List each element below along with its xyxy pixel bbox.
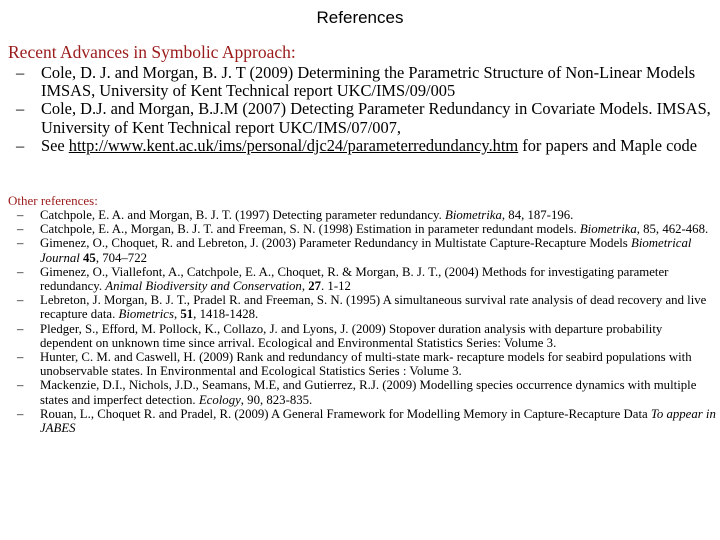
journal-name: Animal Biodiversity and Conservation	[105, 279, 302, 294]
journal-name: Ecology	[198, 392, 241, 407]
list-item: – Catchpole, E. A. and Morgan, B. J. T. (1997) Detecting parameter redundancy. Biometrika, 84, 187-196.	[17, 208, 574, 222]
parameter-redundancy-link[interactable]: http://www.kent.ac.uk/ims/personal/djc24/parameterredundancy.htm	[68, 135, 519, 155]
volume-number: 27	[308, 279, 322, 294]
reference-text: Gimenez, O., Choquet, R. and Lebreton, J. (2003) Parameter Redundancy in Multistate Capture-Recapture Models	[40, 236, 631, 251]
reference-text: Rouan, L., Choquet R. and Pradel, R. (2009) A General Framework for Modelling Memory in Capture-Recapture Data	[40, 406, 651, 421]
journal-name: Biometrika	[445, 208, 502, 222]
reference-text: Lebreton, J. Morgan, B. J. T., Pradel R. and Freeman, S. N. (1995) A simultaneous survival rate analysis of dead recovery and live recapture data.	[40, 293, 707, 322]
reference-text: Catchpole, E. A., Morgan, B. J. T. and Freeman, S. N. (1998) Estimation in parameter redundant models.	[40, 222, 580, 237]
list-item: – Hunter, C. M. and Caswell, H. (2009) Rank and redundancy of multi-state mark- recapture models for seabird populations with unobservable states. In Environmental and Ecological Statistics Series : Volume 3.	[17, 350, 692, 379]
reference-text: ,	[301, 279, 309, 294]
reference-text: Cole, D. J. and Morgan, B. J. T (2009) Determining the Parametric Structure of Non-Linear Models IMSAS, University of Kent Technical report UKC/IMS/09/005	[41, 63, 696, 101]
journal-name: Biometrika	[579, 222, 637, 237]
journal-name: Biometrical Journal	[40, 236, 692, 265]
reference-text: Mackenzie, D.I., Nichols, J.D., Seamans, M.E, and Gutierrez, R.J. (2009) Modelling species occurrence dynamics with multiple states and imperfect detection.	[40, 378, 697, 407]
list-item: – Lebreton, J. Morgan, B. J. T., Pradel R. and Freeman, S. N. (1995) A simultaneous survival rate analysis of dead recovery and live recapture data. Biometrics, 51, 1418-1428.	[17, 293, 707, 322]
reference-text: Gimenez, O., Viallefont, A., Catchpole, E. A., Choquet, R. & Morgan, B. J. T., (2004) Methods for investigating parameter redundancy.	[40, 264, 669, 294]
reference-text: . 1-12	[321, 279, 351, 294]
list-item: – Catchpole, E. A., Morgan, B. J. T. and Freeman, S. N. (1998) Estimation in parameter redundant models. Biometrika, 85, 462-468.	[17, 222, 709, 237]
reference-text: , 1418-1428.	[193, 307, 259, 322]
reference-text: , 90, 823-835.	[240, 392, 313, 407]
list-item: – Cole, D.J. and Morgan, B.J.M (2007) Detecting Parameter Redundancy in Covariate Models. IMSAS, University of Kent Technical report UKC/IMS/07/007,	[16, 99, 711, 137]
reference-text: , 704–722	[95, 250, 147, 265]
reference-text: ,	[173, 307, 181, 322]
reference-text: for papers and Maple code	[518, 135, 698, 155]
reference-text: Pledger, S., Efford, M. Pollock, K., Collazo, J. and Lyons, J. (2009) Stopover duration analysis with departure probability dependent on unknown time since arrival. Ecological and Environmental Statistics Series: Volume 3.	[40, 321, 663, 350]
reference-text: , 84, 187-196.	[501, 208, 574, 222]
list-item: – Rouan, L., Choquet R. and Pradel, R. (2009) A General Framework for Modelling Memory in Capture-Recapture Data To appear in JABES	[17, 406, 716, 436]
list-item: – See http://www.kent.ac.uk/ims/personal/djc24/parameterredundancy.htm for papers and Maple code	[16, 135, 698, 155]
list-item: – Gimenez, O., Choquet, R. and Lebreton, J. (2003) Parameter Redundancy in Multistate Capture-Recapture Models Biometrical Journal 45, 704–722	[17, 236, 692, 265]
volume-number: 51	[180, 307, 194, 322]
other-references-heading: Other references:	[8, 193, 98, 208]
list-item: – Gimenez, O., Viallefont, A., Catchpole, E. A., Choquet, R. & Morgan, B. J. T., (2004) Methods for investigating parameter redundancy. Animal Biodiversity and Conservation, 27. 1-12	[17, 264, 669, 294]
list-item: – Mackenzie, D.I., Nichols, J.D., Seamans, M.E, and Gutierrez, R.J. (2009) Modelling species occurrence dynamics with multiple states and imperfect detection. Ecology, 90, 823-835.	[17, 378, 697, 407]
other-references-list	[8, 208, 716, 435]
list-item: – Pledger, S., Efford, M. Pollock, K., Collazo, J. and Lyons, J. (2009) Stopover duration analysis with departure probability dependent on unknown time since arrival. Ecological and Environmental Statistics Series: Volume 3.	[17, 321, 663, 350]
reference-text: , 85, 462-468.	[636, 222, 709, 237]
page-title: References	[316, 8, 404, 27]
recent-advances-heading: Recent Advances in Symbolic Approach:	[8, 42, 296, 62]
reference-text: Catchpole, E. A. and Morgan, B. J. T. (1997) Detecting parameter redundancy.	[40, 208, 446, 222]
journal-name: Biometrics	[118, 307, 174, 322]
volume-number: 45	[83, 250, 96, 265]
list-item: – Cole, D. J. and Morgan, B. J. T (2009) Determining the Parametric Structure of Non-Linear Models IMSAS, University of Kent Technical report UKC/IMS/09/005	[16, 63, 696, 101]
journal-name: To appear in JABES	[40, 406, 716, 436]
reference-text: See	[41, 135, 69, 155]
reference-text: Cole, D.J. and Morgan, B.J.M (2007) Detecting Parameter Redundancy in Covariate Models. IMSAS, University of Kent Technical report UKC/IMS/07/007,	[41, 99, 711, 137]
recent-advances-list	[8, 64, 716, 155]
reference-text: Hunter, C. M. and Caswell, H. (2009) Rank and redundancy of multi-state mark- recapture models for seabird populations with unobservable states. In Environmental and Ecological Statistics Series : Volume 3.	[40, 350, 692, 379]
